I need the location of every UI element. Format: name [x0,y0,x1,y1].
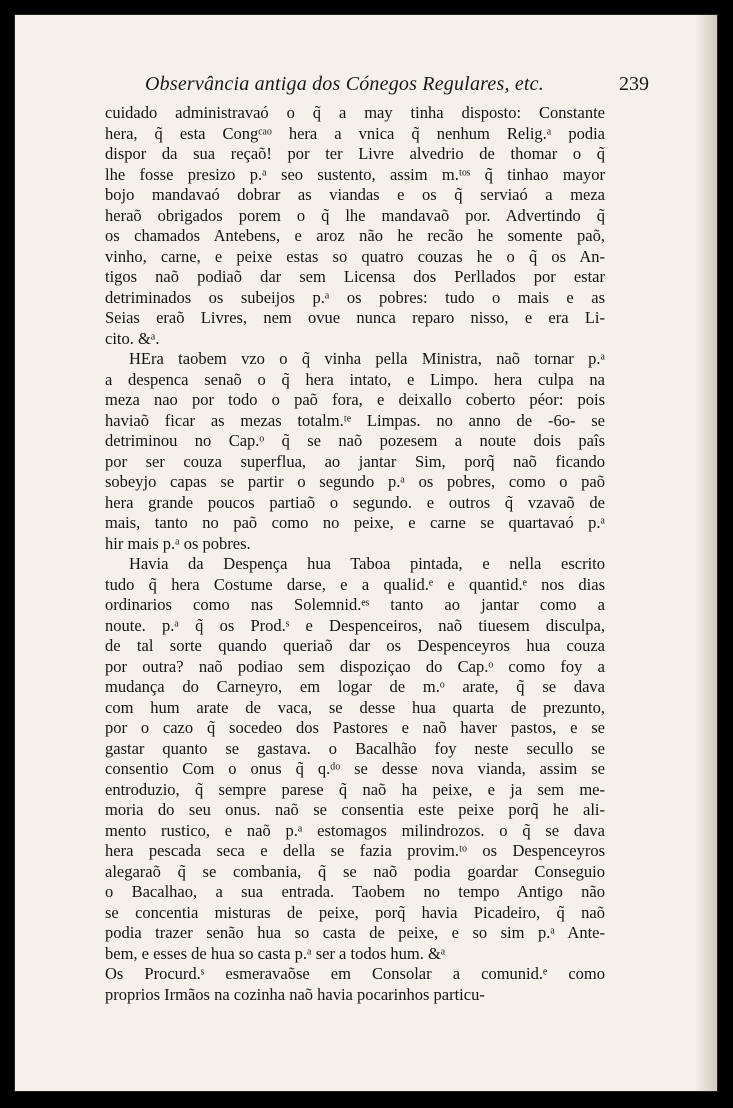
text-line: bem, e esses de hua so casta p.ᵃ ser a todos hum. &ᵃ [105,943,446,963]
text-line: hera grande poucos partiaõ o segundo. e outros q̃ vzavaõ de [105,492,605,512]
text-line: por outra? naõ podiao sem dispoziçao do Cap.ᵒ como foy a [105,656,605,676]
text-line: vinho, carne, e peixe estas so quatro couzas he o q̃ os An- [105,246,605,266]
text-line: bojo mandavaó dobrar as viandas e os q̃ serviaó a meza [105,185,605,204]
text-line: por ser couza superflua, ao jantar Sim, porq̃ naõ ficando [105,451,605,471]
text-line: detriminou no Cap.ᵒ q̃ se naõ pozesem a noute dois paîs [105,431,605,450]
text-line: meza nao por todo o paõ fora, e deixallo coberto péor: pois [105,390,605,409]
text-line: hir mais p.ᵃ os pobres. [105,533,251,553]
text-line: mento rustico, e naõ p.ᵃ estomagos milindrozos. o q̃ se dava [105,820,605,840]
paragraph [105,554,605,964]
text-line: hera, q̃ esta Congᶜᵃᵒ hera a vnica q̃ nenhum Relig.ᵃ podia [105,123,605,143]
text-line: lhe fosse presizo p.ᵃ seo sustento, assim m.ᵗᵒˢ q̃ tinhao mayor [105,164,605,184]
text-line: Seias eraõ Livres, nem ovue nunca reparo nisso, e era Li- [105,308,605,327]
paragraph [105,103,605,349]
page-body-text [105,103,605,1005]
book-page [14,14,718,1092]
text-line: heraõ obrigados porem o q̃ lhe mandavaõ por. Advertindo q̃ [105,205,605,225]
text-line: alegaraõ q̃ se combania, q̃ se naõ podia goardar Conseguio [105,861,605,881]
running-title: Observância antiga dos Cónegos Regulares, etc. [145,73,544,95]
paragraph [105,349,605,554]
text-line: Os Procurd.ˢ esmeravaõse em Consolar a comunid.ᵉ como [105,964,605,983]
text-line: os chamados Antebens, e aroz não he recão he somente paõ, [105,226,605,245]
paragraph [105,964,605,1005]
text-line: podia trazer senão hua so casta de peixe, e so sim p.ᵃ Ante- [105,923,605,942]
text-line: Havia da Despença hua Taboa pintada, e nella escrito [129,554,605,573]
text-line: de tal sorte quando queriaõ dar os Despenceyros hua couza [105,636,605,655]
text-line: HEra taobem vzo o q̃ vinha pella Ministra, naõ tornar p.ᵃ [129,349,605,368]
text-line: dispor da sua reçaõ! por ter Livre alvedrio de thomar o q̃ [105,144,605,163]
text-line: com hum arate de vaca, se desse hua quarta de prezunto, [105,697,605,717]
text-line: ordinarios como nas Solemnid.ᵉˢ tanto ao jantar como a [105,595,605,614]
text-line: haviaõ ficar as mezas totalm.ᵗᵉ Limpas. no anno de -6o- se [105,410,605,430]
text-line: detriminados os subeijos p.ᵃ os pobres: tudo o mais e as [105,287,605,307]
text-line: entroduzio, q̃ sempre parese q̃ naõ ha peixe, e ja sem me- [105,779,605,799]
page-edge-shadow [695,15,717,1091]
text-line: se concentia misturas de peixe, porq̃ havia Picadeiro, q̃ naõ [105,902,605,922]
text-line: cuidado administravaó o q̃ a may tinha disposto: Constante [105,103,605,122]
text-line: sobeyjo capas se partir o segundo p.ᵃ os pobres, como o paõ [105,472,605,491]
page-header [75,69,649,105]
text-line: a despenca senaõ o q̃ hera intato, e Limpo. hera culpa na [105,369,605,389]
text-line: consentio Com o onus q̃ q.ᵈᵒ se desse nova vianda, assim se [105,759,605,778]
page-number: 239 [619,73,649,95]
text-line: por o cazo q̃ socedeo dos Pastores e naõ haver pastos, e se [105,718,605,737]
text-line: o Bacalhao, a sua entrada. Taobem no tempo Antigo não [105,882,605,901]
text-line: proprios Irmãos na cozinha naõ havia pocarinhos particu- [105,984,485,1004]
text-line: tudo q̃ hera Costume darse, e a qualid.ᵉ e quantid.ᵉ nos dias [105,574,605,594]
text-line: moria do seu onus. naõ se consentia este peixe porq̃ he ali- [105,800,605,819]
text-line: noute. p.ᵃ q̃ os Prod.ˢ e Despenceiros, naõ tiuesem disculpa, [105,615,605,635]
text-line: cito. &ᵃ. [105,328,160,348]
text-line: gastar quanto se gastava. o Bacalhão foy neste secullo se [105,738,605,758]
text-line: mais, tanto no paõ como no peixe, e carne se quartavaó p.ᵃ [105,513,605,532]
text-line: hera pescada seca e della se fazia provim.ᵗᵒ os Despenceyros [105,841,605,860]
text-line: mudança do Carneyro, em logar de m.ᵒ arate, q̃ se dava [105,677,605,696]
text-line: tigos naõ podiaõ dar sem Licensa dos Perllados por estar [105,267,605,286]
